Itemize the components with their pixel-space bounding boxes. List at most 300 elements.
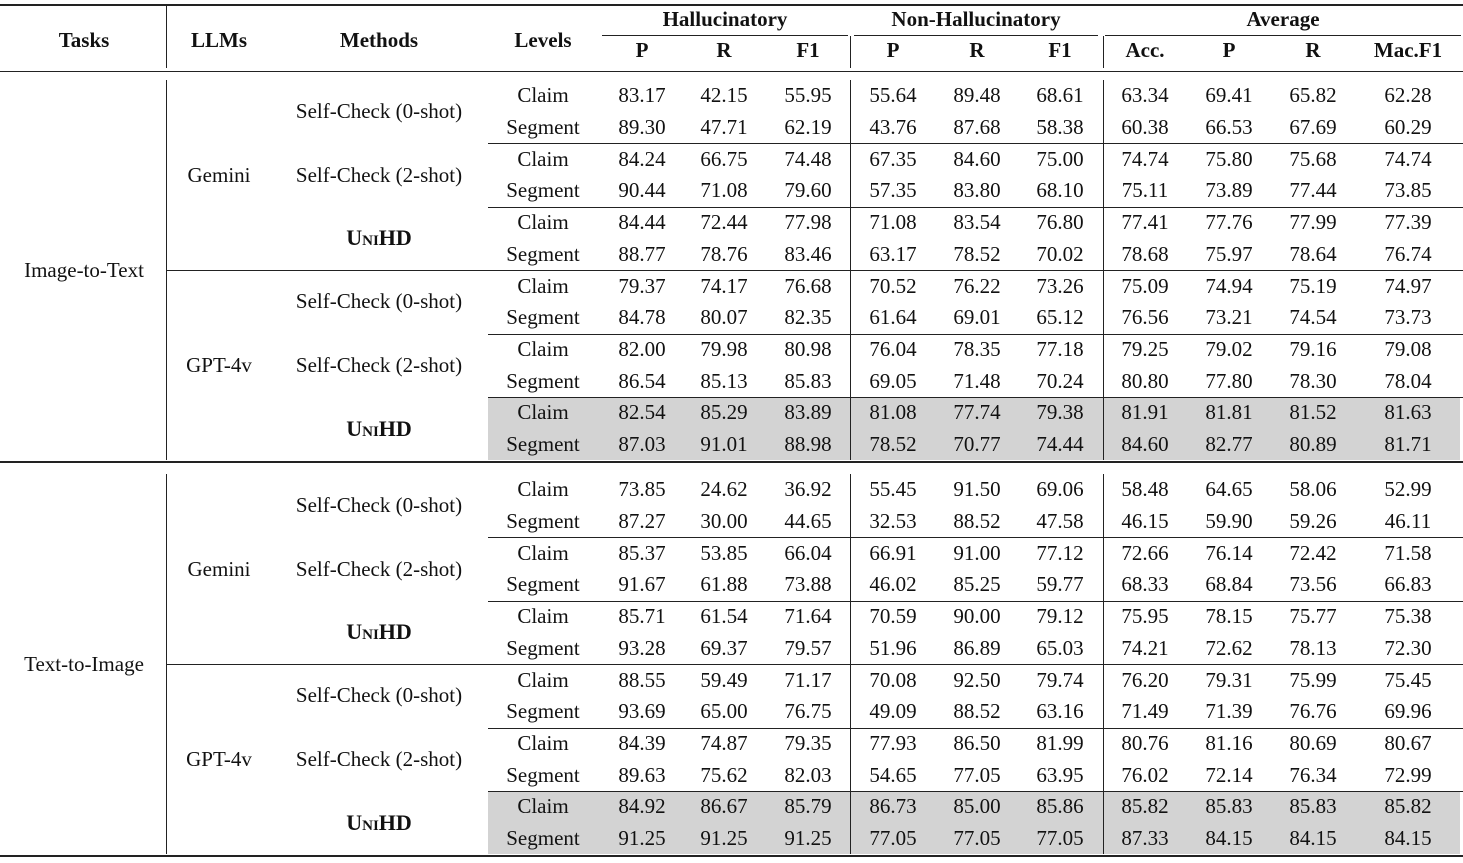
value-cell: 77.05	[953, 826, 1001, 851]
value-cell: 85.00	[953, 794, 1001, 819]
value-cell: 81.52	[1289, 400, 1337, 425]
value-cell: 61.88	[700, 572, 748, 597]
value-cell: 93.28	[618, 635, 666, 660]
value-cell: 42.15	[700, 83, 748, 108]
value-cell: 83.80	[953, 178, 1001, 203]
value-cell: 74.87	[700, 730, 748, 755]
value-cell: 84.15	[1205, 826, 1253, 851]
value-cell: 81.71	[1384, 432, 1432, 457]
value-cell: 69.96	[1384, 699, 1432, 724]
llm-label: GPT-4v	[186, 746, 252, 771]
value-cell: 74.97	[1384, 273, 1432, 298]
value-cell: 74.21	[1121, 635, 1169, 660]
value-cell: 70.08	[869, 667, 917, 692]
value-cell: 93.69	[618, 699, 666, 724]
value-cell: 77.98	[784, 210, 832, 235]
value-cell: 75.11	[1121, 178, 1169, 203]
level-label: Claim	[517, 400, 569, 425]
value-cell: 84.60	[1121, 432, 1169, 457]
value-cell: 80.07	[700, 305, 748, 330]
value-cell: 58.06	[1289, 477, 1337, 502]
value-cell: 87.33	[1121, 826, 1169, 851]
level-label: Claim	[517, 667, 569, 692]
value-cell: 55.95	[784, 83, 832, 108]
value-cell: 79.25	[1121, 336, 1169, 361]
header-tasks: Tasks	[58, 27, 110, 52]
method-label: Self-Check (2-shot)	[295, 746, 463, 771]
value-cell: 68.10	[1036, 178, 1084, 203]
value-cell: 86.50	[953, 730, 1001, 755]
value-cell: 71.39	[1205, 699, 1253, 724]
value-cell: 80.89	[1289, 432, 1337, 457]
value-cell: 75.99	[1289, 667, 1337, 692]
level-label: Claim	[517, 604, 569, 629]
level-label: Segment	[506, 826, 580, 851]
value-cell: 84.15	[1384, 826, 1432, 851]
value-cell: 91.25	[618, 826, 666, 851]
llm-label: Gemini	[187, 556, 251, 581]
value-cell: 73.85	[618, 477, 666, 502]
value-cell: 82.03	[784, 762, 832, 787]
value-cell: 63.95	[1036, 762, 1084, 787]
value-cell: 84.24	[618, 146, 666, 171]
header-sub: P	[886, 37, 900, 62]
value-cell: 73.73	[1384, 305, 1432, 330]
value-cell: 84.44	[618, 210, 666, 235]
value-cell: 71.58	[1384, 540, 1432, 565]
value-cell: 74.54	[1289, 305, 1337, 330]
value-cell: 51.96	[869, 635, 917, 660]
value-cell: 32.53	[869, 509, 917, 534]
value-cell: 77.18	[1036, 336, 1084, 361]
header-sub: Acc.	[1125, 37, 1165, 62]
value-cell: 64.65	[1205, 477, 1253, 502]
value-cell: 55.64	[869, 83, 917, 108]
value-cell: 69.06	[1036, 477, 1084, 502]
value-cell: 69.37	[700, 635, 748, 660]
value-cell: 66.75	[700, 146, 748, 171]
value-cell: 74.74	[1384, 146, 1432, 171]
value-cell: 91.25	[784, 826, 832, 851]
value-cell: 78.30	[1289, 368, 1337, 393]
value-cell: 88.77	[618, 241, 666, 266]
value-cell: 86.54	[618, 368, 666, 393]
header-sub: P	[635, 37, 649, 62]
value-cell: 78.68	[1121, 241, 1169, 266]
value-cell: 81.63	[1384, 400, 1432, 425]
value-cell: 83.89	[784, 400, 832, 425]
value-cell: 92.50	[953, 667, 1001, 692]
value-cell: 81.08	[869, 400, 917, 425]
value-cell: 81.16	[1205, 730, 1253, 755]
value-cell: 79.57	[784, 635, 832, 660]
value-cell: 79.31	[1205, 667, 1253, 692]
value-cell: 90.44	[618, 178, 666, 203]
method-label: Self-Check (2-shot)	[295, 556, 463, 581]
level-label: Segment	[506, 115, 580, 140]
header-sub: R	[1305, 37, 1321, 62]
header-rule	[0, 71, 1463, 72]
level-label: Segment	[506, 762, 580, 787]
value-cell: 68.61	[1036, 83, 1084, 108]
value-cell: 83.46	[784, 241, 832, 266]
value-cell: 78.64	[1289, 241, 1337, 266]
value-cell: 85.71	[618, 604, 666, 629]
value-cell: 91.01	[700, 432, 748, 457]
value-cell: 55.45	[869, 477, 917, 502]
method-label-unihd: UniHD	[346, 619, 412, 645]
value-cell: 88.55	[618, 667, 666, 692]
value-cell: 73.26	[1036, 273, 1084, 298]
value-cell: 76.22	[953, 273, 1001, 298]
value-cell: 73.56	[1289, 572, 1337, 597]
value-cell: 78.52	[869, 432, 917, 457]
value-cell: 74.17	[700, 273, 748, 298]
value-cell: 77.76	[1205, 210, 1253, 235]
level-label: Claim	[517, 273, 569, 298]
header-group-non-hallucinatory: Non-Hallucinatory	[891, 6, 1061, 31]
value-cell: 91.50	[953, 477, 1001, 502]
value-cell: 72.44	[700, 210, 748, 235]
value-cell: 67.35	[869, 146, 917, 171]
value-cell: 65.03	[1036, 635, 1084, 660]
header-sub: F1	[1048, 37, 1072, 62]
value-cell: 76.74	[1384, 241, 1432, 266]
value-cell: 77.80	[1205, 368, 1253, 393]
value-cell: 72.42	[1289, 540, 1337, 565]
value-cell: 65.82	[1289, 83, 1337, 108]
level-label: Segment	[506, 432, 580, 457]
value-cell: 84.78	[618, 305, 666, 330]
value-cell: 65.12	[1036, 305, 1084, 330]
value-cell: 87.27	[618, 509, 666, 534]
value-cell: 78.13	[1289, 635, 1337, 660]
value-cell: 83.17	[618, 83, 666, 108]
value-cell: 57.35	[869, 178, 917, 203]
value-cell: 78.76	[700, 241, 748, 266]
value-cell: 79.37	[618, 273, 666, 298]
value-cell: 61.54	[700, 604, 748, 629]
value-cell: 85.29	[700, 400, 748, 425]
value-cell: 63.17	[869, 241, 917, 266]
value-cell: 58.48	[1121, 477, 1169, 502]
method-label: Self-Check (0-shot)	[295, 289, 463, 314]
value-cell: 66.53	[1205, 115, 1253, 140]
value-cell: 84.92	[618, 794, 666, 819]
value-cell: 90.00	[953, 604, 1001, 629]
method-label: Self-Check (2-shot)	[295, 352, 463, 377]
value-cell: 79.16	[1289, 336, 1337, 361]
value-cell: 76.20	[1121, 667, 1169, 692]
value-cell: 63.16	[1036, 699, 1084, 724]
header-group-hallucinatory: Hallucinatory	[662, 6, 788, 31]
value-cell: 70.02	[1036, 241, 1084, 266]
level-label: Claim	[517, 336, 569, 361]
level-label: Segment	[506, 509, 580, 534]
value-cell: 78.52	[953, 241, 1001, 266]
llm-label: Gemini	[187, 162, 251, 187]
value-cell: 77.05	[953, 762, 1001, 787]
value-cell: 75.95	[1121, 604, 1169, 629]
value-cell: 77.44	[1289, 178, 1337, 203]
header-divider	[166, 4, 167, 68]
method-label: Self-Check (0-shot)	[295, 683, 463, 708]
value-cell: 82.35	[784, 305, 832, 330]
value-cell: 88.52	[953, 509, 1001, 534]
value-cell: 80.76	[1121, 730, 1169, 755]
value-cell: 69.05	[869, 368, 917, 393]
header-divider	[850, 36, 851, 68]
value-cell: 68.33	[1121, 572, 1169, 597]
level-label: Segment	[506, 635, 580, 660]
value-cell: 76.56	[1121, 305, 1169, 330]
value-cell: 87.68	[953, 115, 1001, 140]
value-cell: 80.98	[784, 336, 832, 361]
header-group-average: Average	[1246, 6, 1320, 31]
value-cell: 72.62	[1205, 635, 1253, 660]
value-cell: 91.25	[700, 826, 748, 851]
value-cell: 82.54	[618, 400, 666, 425]
value-cell: 54.65	[869, 762, 917, 787]
method-label-unihd: UniHD	[346, 809, 412, 835]
header-divider	[1103, 36, 1104, 68]
value-cell: 85.79	[784, 794, 832, 819]
value-cell: 70.52	[869, 273, 917, 298]
value-cell: 89.63	[618, 762, 666, 787]
value-cell: 74.44	[1036, 432, 1084, 457]
value-cell: 72.30	[1384, 635, 1432, 660]
value-cell: 59.90	[1205, 509, 1253, 534]
value-cell: 75.97	[1205, 241, 1253, 266]
value-cell: 70.59	[869, 604, 917, 629]
method-label: Self-Check (0-shot)	[295, 493, 463, 518]
value-cell: 59.49	[700, 667, 748, 692]
value-cell: 47.58	[1036, 509, 1084, 534]
value-cell: 86.73	[869, 794, 917, 819]
value-cell: 74.74	[1121, 146, 1169, 171]
value-cell: 60.29	[1384, 115, 1432, 140]
value-cell: 66.04	[784, 540, 832, 565]
value-cell: 79.02	[1205, 336, 1253, 361]
value-cell: 77.74	[953, 400, 1001, 425]
value-cell: 89.48	[953, 83, 1001, 108]
value-cell: 67.69	[1289, 115, 1337, 140]
header-sub: R	[969, 37, 985, 62]
level-label: Claim	[517, 730, 569, 755]
header-llms: LLMs	[190, 27, 247, 52]
value-cell: 62.19	[784, 115, 832, 140]
value-cell: 79.38	[1036, 400, 1084, 425]
llm-label: GPT-4v	[186, 352, 252, 377]
value-cell: 74.94	[1205, 273, 1253, 298]
level-label: Segment	[506, 178, 580, 203]
value-cell: 91.00	[953, 540, 1001, 565]
value-cell: 81.99	[1036, 730, 1084, 755]
value-cell: 24.62	[700, 477, 748, 502]
level-label: Claim	[517, 83, 569, 108]
value-cell: 59.26	[1289, 509, 1337, 534]
value-cell: 75.00	[1036, 146, 1084, 171]
value-cell: 79.35	[784, 730, 832, 755]
value-cell: 75.09	[1121, 273, 1169, 298]
value-cell: 85.83	[784, 368, 832, 393]
level-label: Segment	[506, 305, 580, 330]
level-label: Segment	[506, 572, 580, 597]
value-cell: 44.65	[784, 509, 832, 534]
value-cell: 86.89	[953, 635, 1001, 660]
value-cell: 60.38	[1121, 115, 1169, 140]
value-cell: 84.60	[953, 146, 1001, 171]
value-cell: 71.17	[784, 667, 832, 692]
value-cell: 83.54	[953, 210, 1001, 235]
value-cell: 76.34	[1289, 762, 1337, 787]
value-cell: 74.48	[784, 146, 832, 171]
level-label: Segment	[506, 368, 580, 393]
value-cell: 71.08	[869, 210, 917, 235]
level-label: Segment	[506, 241, 580, 266]
value-cell: 85.37	[618, 540, 666, 565]
value-cell: 77.05	[1036, 826, 1084, 851]
task-label: Text-to-Image	[24, 651, 144, 676]
value-cell: 46.15	[1121, 509, 1169, 534]
value-cell: 73.85	[1384, 178, 1432, 203]
value-cell: 85.83	[1205, 794, 1253, 819]
value-cell: 71.49	[1121, 699, 1169, 724]
method-label: Self-Check (0-shot)	[295, 99, 463, 124]
section-rule	[0, 461, 1463, 463]
value-cell: 66.91	[869, 540, 917, 565]
value-cell: 36.92	[784, 477, 832, 502]
header-sub: Mac.F1	[1373, 37, 1443, 62]
value-cell: 71.48	[953, 368, 1001, 393]
value-cell: 69.41	[1205, 83, 1253, 108]
method-label: Self-Check (2-shot)	[295, 162, 463, 187]
value-cell: 77.39	[1384, 210, 1432, 235]
value-cell: 75.80	[1205, 146, 1253, 171]
value-cell: 68.84	[1205, 572, 1253, 597]
value-cell: 52.99	[1384, 477, 1432, 502]
value-cell: 85.82	[1384, 794, 1432, 819]
value-cell: 85.86	[1036, 794, 1084, 819]
value-cell: 88.52	[953, 699, 1001, 724]
level-label: Segment	[506, 699, 580, 724]
value-cell: 72.99	[1384, 762, 1432, 787]
value-cell: 79.08	[1384, 336, 1432, 361]
value-cell: 53.85	[700, 540, 748, 565]
value-cell: 84.15	[1289, 826, 1337, 851]
value-cell: 73.89	[1205, 178, 1253, 203]
value-cell: 85.13	[700, 368, 748, 393]
header-sub: P	[1222, 37, 1236, 62]
value-cell: 71.08	[700, 178, 748, 203]
level-label: Claim	[517, 210, 569, 235]
method-label-unihd: UniHD	[346, 415, 412, 441]
value-cell: 76.75	[784, 699, 832, 724]
value-cell: 62.28	[1384, 83, 1432, 108]
bottom-rule	[0, 855, 1463, 857]
value-cell: 76.14	[1205, 540, 1253, 565]
value-cell: 81.91	[1121, 400, 1169, 425]
value-cell: 75.19	[1289, 273, 1337, 298]
level-label: Claim	[517, 794, 569, 819]
value-cell: 75.68	[1289, 146, 1337, 171]
value-cell: 75.62	[700, 762, 748, 787]
header-sub: F1	[796, 37, 820, 62]
value-cell: 75.38	[1384, 604, 1432, 629]
level-label: Claim	[517, 540, 569, 565]
value-cell: 70.24	[1036, 368, 1084, 393]
value-cell: 59.77	[1036, 572, 1084, 597]
value-cell: 61.64	[869, 305, 917, 330]
level-label: Claim	[517, 477, 569, 502]
value-cell: 77.41	[1121, 210, 1169, 235]
value-cell: 85.82	[1121, 794, 1169, 819]
value-cell: 89.30	[618, 115, 666, 140]
value-cell: 82.00	[618, 336, 666, 361]
value-cell: 65.00	[700, 699, 748, 724]
value-cell: 81.81	[1205, 400, 1253, 425]
value-cell: 47.71	[700, 115, 748, 140]
value-cell: 85.25	[953, 572, 1001, 597]
value-cell: 77.12	[1036, 540, 1084, 565]
value-cell: 76.68	[784, 273, 832, 298]
value-cell: 49.09	[869, 699, 917, 724]
value-cell: 86.67	[700, 794, 748, 819]
task-label: Image-to-Text	[24, 257, 144, 282]
value-cell: 77.93	[869, 730, 917, 755]
value-cell: 88.98	[784, 432, 832, 457]
value-cell: 76.04	[869, 336, 917, 361]
value-cell: 79.98	[700, 336, 748, 361]
value-cell: 46.02	[869, 572, 917, 597]
value-cell: 76.76	[1289, 699, 1337, 724]
header-sub: R	[716, 37, 732, 62]
value-cell: 78.15	[1205, 604, 1253, 629]
value-cell: 79.60	[784, 178, 832, 203]
level-label: Claim	[517, 146, 569, 171]
value-cell: 80.80	[1121, 368, 1169, 393]
value-cell: 79.12	[1036, 604, 1084, 629]
value-cell: 82.77	[1205, 432, 1253, 457]
value-cell: 72.66	[1121, 540, 1169, 565]
value-cell: 78.04	[1384, 368, 1432, 393]
value-cell: 58.38	[1036, 115, 1084, 140]
value-cell: 69.01	[953, 305, 1001, 330]
value-cell: 85.83	[1289, 794, 1337, 819]
value-cell: 84.39	[618, 730, 666, 755]
value-cell: 78.35	[953, 336, 1001, 361]
value-cell: 77.99	[1289, 210, 1337, 235]
value-cell: 76.80	[1036, 210, 1084, 235]
value-cell: 71.64	[784, 604, 832, 629]
value-cell: 75.45	[1384, 667, 1432, 692]
value-cell: 80.69	[1289, 730, 1337, 755]
value-cell: 63.34	[1121, 83, 1169, 108]
value-cell: 72.14	[1205, 762, 1253, 787]
value-cell: 30.00	[700, 509, 748, 534]
method-label-unihd: UniHD	[346, 225, 412, 251]
value-cell: 77.05	[869, 826, 917, 851]
value-cell: 80.67	[1384, 730, 1432, 755]
value-cell: 79.74	[1036, 667, 1084, 692]
header-levels: Levels	[514, 27, 572, 52]
value-cell: 87.03	[618, 432, 666, 457]
value-cell: 91.67	[618, 572, 666, 597]
header-methods: Methods	[339, 27, 419, 52]
value-cell: 75.77	[1289, 604, 1337, 629]
value-cell: 76.02	[1121, 762, 1169, 787]
value-cell: 70.77	[953, 432, 1001, 457]
